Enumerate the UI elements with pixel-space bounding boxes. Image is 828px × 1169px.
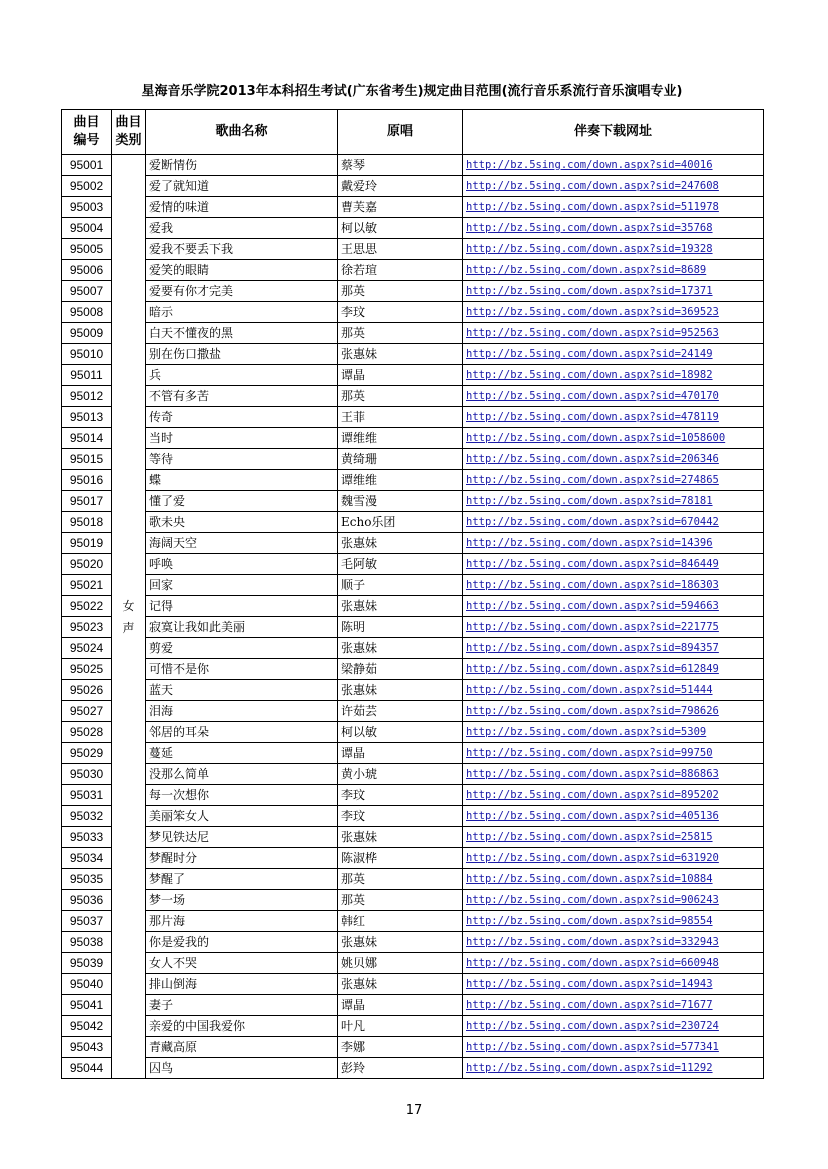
- download-url-cell: [463, 617, 764, 638]
- artist-cell: 毛阿敏: [338, 554, 463, 575]
- song-id-cell: 95043: [62, 1037, 112, 1058]
- download-link[interactable]: http://bz.5sing.com/down.aspx?sid=612849: [466, 663, 719, 675]
- download-link[interactable]: http://bz.5sing.com/down.aspx?sid=230724: [466, 1020, 719, 1032]
- page-title: 星海音乐学院2013年本科招生考试(广东省考生)规定曲目范围(流行音乐系流行音乐演唱专业): [141, 84, 683, 99]
- song-id-cell: 95017: [62, 491, 112, 512]
- download-url-cell: [463, 533, 764, 554]
- table-row: [62, 260, 764, 281]
- download-url-cell: [463, 827, 764, 848]
- song-name-cell: 传奇: [146, 407, 338, 428]
- table-row: [62, 470, 764, 491]
- artist-cell: 张惠妹: [338, 932, 463, 953]
- artist-cell: 那英: [338, 281, 463, 302]
- song-name-cell: 泪海: [146, 701, 338, 722]
- download-link[interactable]: http://bz.5sing.com/down.aspx?sid=405136: [466, 810, 719, 822]
- download-url-cell: [463, 1058, 764, 1079]
- download-link[interactable]: http://bz.5sing.com/down.aspx?sid=631920: [466, 852, 719, 864]
- table-row: [62, 344, 764, 365]
- download-url-cell: [463, 911, 764, 932]
- download-link[interactable]: http://bz.5sing.com/down.aspx?sid=98554: [466, 915, 713, 927]
- download-url-cell: [463, 491, 764, 512]
- artist-cell: 姚贝娜: [338, 953, 463, 974]
- song-name-cell: 爱断情伤: [146, 155, 338, 176]
- song-id-cell: 95013: [62, 407, 112, 428]
- download-url-cell: [463, 1037, 764, 1058]
- download-url-cell: [463, 806, 764, 827]
- artist-cell: 那英: [338, 386, 463, 407]
- artist-cell: 谭晶: [338, 365, 463, 386]
- download-url-cell: [463, 155, 764, 176]
- song-name-cell: 记得: [146, 596, 338, 617]
- song-id-cell: 95021: [62, 575, 112, 596]
- download-link[interactable]: http://bz.5sing.com/down.aspx?sid=40016: [466, 159, 713, 171]
- song-name-cell: 美丽笨女人: [146, 806, 338, 827]
- download-link[interactable]: http://bz.5sing.com/down.aspx?sid=11292: [466, 1062, 713, 1074]
- download-link[interactable]: http://bz.5sing.com/down.aspx?sid=17371: [466, 285, 713, 297]
- table-row: [62, 512, 764, 533]
- table-row: [62, 155, 764, 176]
- artist-cell: 李娜: [338, 1037, 463, 1058]
- song-id-cell: 95042: [62, 1016, 112, 1037]
- download-link[interactable]: http://bz.5sing.com/down.aspx?sid=35768: [466, 222, 713, 234]
- table-row: [62, 995, 764, 1016]
- download-url-cell: [463, 764, 764, 785]
- artist-cell: 黄小琥: [338, 764, 463, 785]
- artist-cell: 那英: [338, 869, 463, 890]
- artist-cell: 徐若瑄: [338, 260, 463, 281]
- artist-cell: 张惠妹: [338, 638, 463, 659]
- song-name-cell: 亲爱的中国我爱你: [146, 1016, 338, 1037]
- artist-cell: 王思思: [338, 239, 463, 260]
- artist-cell: 顺子: [338, 575, 463, 596]
- table-row: [62, 239, 764, 260]
- header-song-id: [62, 110, 112, 155]
- table-row: [62, 365, 764, 386]
- table-row: [62, 1016, 764, 1037]
- song-id-cell: 95023: [62, 617, 112, 638]
- song-name-cell: 梦一场: [146, 890, 338, 911]
- header-song-id-line2: 编号: [73, 133, 100, 148]
- download-link[interactable]: http://bz.5sing.com/down.aspx?sid=247608: [466, 180, 719, 192]
- download-url-cell: [463, 470, 764, 491]
- table-row: [62, 554, 764, 575]
- download-url-cell: [463, 680, 764, 701]
- download-link[interactable]: http://bz.5sing.com/down.aspx?sid=952563: [466, 327, 719, 339]
- song-name-cell: 爱了就知道: [146, 176, 338, 197]
- download-url-cell: [463, 659, 764, 680]
- download-url-cell: [463, 785, 764, 806]
- table-row: [62, 575, 764, 596]
- download-url-cell: [463, 575, 764, 596]
- song-id-cell: 95024: [62, 638, 112, 659]
- table-row: [62, 638, 764, 659]
- song-id-cell: 95004: [62, 218, 112, 239]
- song-name-cell: 每一次想你: [146, 785, 338, 806]
- song-id-cell: 95007: [62, 281, 112, 302]
- download-link[interactable]: http://bz.5sing.com/down.aspx?sid=332943: [466, 936, 719, 948]
- song-name-cell: 排山倒海: [146, 974, 338, 995]
- song-name-cell: 囚鸟: [146, 1058, 338, 1079]
- song-id-cell: 95015: [62, 449, 112, 470]
- category-cell: [112, 155, 146, 1079]
- artist-cell: 张惠妹: [338, 344, 463, 365]
- download-url-cell: [463, 1016, 764, 1037]
- artist-cell: 韩红: [338, 911, 463, 932]
- artist-cell: 彭羚: [338, 1058, 463, 1079]
- download-url-cell: [463, 281, 764, 302]
- table-row: [62, 302, 764, 323]
- header-song-name: 歌曲名称: [146, 110, 338, 155]
- song-id-cell: 95039: [62, 953, 112, 974]
- song-name-cell: 梦醒时分: [146, 848, 338, 869]
- table-row: [62, 428, 764, 449]
- artist-cell: 蔡琴: [338, 155, 463, 176]
- song-id-cell: 95025: [62, 659, 112, 680]
- table-row: [62, 176, 764, 197]
- download-url-cell: [463, 743, 764, 764]
- song-id-cell: 95034: [62, 848, 112, 869]
- artist-cell: 李玟: [338, 806, 463, 827]
- download-url-cell: [463, 722, 764, 743]
- download-link[interactable]: http://bz.5sing.com/down.aspx?sid=19328: [466, 243, 713, 255]
- song-id-cell: 95016: [62, 470, 112, 491]
- artist-cell: Echo乐团: [338, 512, 463, 533]
- table-header-row: [62, 110, 764, 155]
- artist-cell: 黄绮珊: [338, 449, 463, 470]
- download-url-cell: [463, 701, 764, 722]
- download-url-cell: [463, 302, 764, 323]
- page-number: 17: [405, 1103, 423, 1118]
- download-url-cell: [463, 176, 764, 197]
- table-row: [62, 890, 764, 911]
- download-url-cell: [463, 848, 764, 869]
- download-url-cell: [463, 995, 764, 1016]
- song-name-cell: 没那么简单: [146, 764, 338, 785]
- song-name-cell: 爱笑的眼睛: [146, 260, 338, 281]
- table-row: [62, 827, 764, 848]
- download-link[interactable]: http://bz.5sing.com/down.aspx?sid=895202: [466, 789, 719, 801]
- song-name-cell: 邻居的耳朵: [146, 722, 338, 743]
- song-id-cell: 95001: [62, 155, 112, 176]
- download-url-cell: [463, 638, 764, 659]
- song-name-cell: 蝶: [146, 470, 338, 491]
- song-id-cell: 95031: [62, 785, 112, 806]
- artist-cell: 谭晶: [338, 743, 463, 764]
- song-id-cell: 95040: [62, 974, 112, 995]
- artist-cell: 李玟: [338, 785, 463, 806]
- song-name-cell: 兵: [146, 365, 338, 386]
- song-name-cell: 懂了爱: [146, 491, 338, 512]
- song-id-cell: 95028: [62, 722, 112, 743]
- song-id-cell: 95029: [62, 743, 112, 764]
- table-row: [62, 323, 764, 344]
- song-id-cell: 95044: [62, 1058, 112, 1079]
- artist-cell: 谭维维: [338, 428, 463, 449]
- song-name-cell: 爱我不要丢下我: [146, 239, 338, 260]
- table-row: [62, 806, 764, 827]
- download-link[interactable]: http://bz.5sing.com/down.aspx?sid=369523: [466, 306, 719, 318]
- download-url-cell: [463, 449, 764, 470]
- table-row: [62, 449, 764, 470]
- artist-cell: 王菲: [338, 407, 463, 428]
- download-link[interactable]: http://bz.5sing.com/down.aspx?sid=71677: [466, 999, 713, 1011]
- download-link[interactable]: http://bz.5sing.com/down.aspx?sid=24149: [466, 348, 713, 360]
- download-url-cell: [463, 323, 764, 344]
- song-name-cell: 可惜不是你: [146, 659, 338, 680]
- song-table: [61, 109, 764, 1079]
- artist-cell: 张惠妹: [338, 974, 463, 995]
- artist-cell: 张惠妹: [338, 827, 463, 848]
- table-row: [62, 386, 764, 407]
- song-name-cell: 别在伤口撒盐: [146, 344, 338, 365]
- song-id-cell: 95027: [62, 701, 112, 722]
- header-category-line1: 曲目: [115, 115, 142, 130]
- song-id-cell: 95009: [62, 323, 112, 344]
- download-link[interactable]: http://bz.5sing.com/down.aspx?sid=274865: [466, 474, 719, 486]
- download-url-cell: [463, 218, 764, 239]
- artist-cell: 梁静茹: [338, 659, 463, 680]
- song-name-cell: 等待: [146, 449, 338, 470]
- download-link[interactable]: http://bz.5sing.com/down.aspx?sid=894357: [466, 642, 719, 654]
- header-artist: 原唱: [338, 110, 463, 155]
- song-name-cell: 女人不哭: [146, 953, 338, 974]
- download-url-cell: [463, 260, 764, 281]
- download-link[interactable]: http://bz.5sing.com/down.aspx?sid=577341: [466, 1041, 719, 1053]
- artist-cell: 那英: [338, 323, 463, 344]
- table-row: [62, 911, 764, 932]
- song-id-cell: 95003: [62, 197, 112, 218]
- table-row: [62, 617, 764, 638]
- header-url: 伴奏下载网址: [463, 110, 764, 155]
- artist-cell: 谭维维: [338, 470, 463, 491]
- song-id-cell: 95033: [62, 827, 112, 848]
- artist-cell: 张惠妹: [338, 596, 463, 617]
- download-link[interactable]: http://bz.5sing.com/down.aspx?sid=186303: [466, 579, 719, 591]
- download-link[interactable]: http://bz.5sing.com/down.aspx?sid=14396: [466, 537, 713, 549]
- song-id-cell: 95014: [62, 428, 112, 449]
- download-link[interactable]: http://bz.5sing.com/down.aspx?sid=51444: [466, 684, 713, 696]
- download-url-cell: [463, 407, 764, 428]
- artist-cell: 魏雪漫: [338, 491, 463, 512]
- song-name-cell: 你是爱我的: [146, 932, 338, 953]
- song-id-cell: 95035: [62, 869, 112, 890]
- download-link[interactable]: http://bz.5sing.com/down.aspx?sid=594663: [466, 600, 719, 612]
- song-name-cell: 爱我: [146, 218, 338, 239]
- song-id-cell: 95019: [62, 533, 112, 554]
- song-id-cell: 95002: [62, 176, 112, 197]
- song-id-cell: 95008: [62, 302, 112, 323]
- song-id-cell: 95006: [62, 260, 112, 281]
- download-url-cell: [463, 365, 764, 386]
- song-id-cell: 95041: [62, 995, 112, 1016]
- download-link[interactable]: http://bz.5sing.com/down.aspx?sid=660948: [466, 957, 719, 969]
- download-url-cell: [463, 554, 764, 575]
- download-url-cell: [463, 596, 764, 617]
- artist-cell: 李玟: [338, 302, 463, 323]
- download-url-cell: [463, 953, 764, 974]
- artist-cell: 叶凡: [338, 1016, 463, 1037]
- download-link[interactable]: http://bz.5sing.com/down.aspx?sid=5309: [466, 726, 707, 738]
- category-label-line1: 女: [122, 598, 135, 613]
- table-row: [62, 533, 764, 554]
- table-row: [62, 848, 764, 869]
- song-id-cell: 95030: [62, 764, 112, 785]
- download-url-cell: [463, 869, 764, 890]
- table-row: [62, 953, 764, 974]
- artist-cell: 柯以敏: [338, 722, 463, 743]
- song-id-cell: 95010: [62, 344, 112, 365]
- song-id-cell: 95022: [62, 596, 112, 617]
- download-link[interactable]: http://bz.5sing.com/down.aspx?sid=206346: [466, 453, 719, 465]
- table-body: [62, 155, 764, 1079]
- song-name-cell: 梦见铁达尼: [146, 827, 338, 848]
- download-link[interactable]: http://bz.5sing.com/down.aspx?sid=25815: [466, 831, 713, 843]
- song-id-cell: 95011: [62, 365, 112, 386]
- download-url-cell: [463, 512, 764, 533]
- table-row: [62, 197, 764, 218]
- table-row: [62, 659, 764, 680]
- song-name-cell: 暗示: [146, 302, 338, 323]
- song-id-cell: 95038: [62, 932, 112, 953]
- download-link[interactable]: http://bz.5sing.com/down.aspx?sid=511978: [466, 201, 719, 213]
- artist-cell: 张惠妹: [338, 533, 463, 554]
- song-name-cell: 歌未央: [146, 512, 338, 533]
- download-link[interactable]: http://bz.5sing.com/down.aspx?sid=10884: [466, 873, 713, 885]
- song-id-cell: 95037: [62, 911, 112, 932]
- song-name-cell: 妻子: [146, 995, 338, 1016]
- song-name-cell: 寂寞让我如此美丽: [146, 617, 338, 638]
- song-name-cell: 当时: [146, 428, 338, 449]
- download-link[interactable]: http://bz.5sing.com/down.aspx?sid=8689: [466, 264, 707, 276]
- header-category-line2: 类别: [115, 133, 142, 148]
- download-url-cell: [463, 197, 764, 218]
- table-row: [62, 974, 764, 995]
- download-link[interactable]: http://bz.5sing.com/down.aspx?sid=886863: [466, 768, 719, 780]
- table-row: [62, 1037, 764, 1058]
- table-row: [62, 491, 764, 512]
- table-row: [62, 596, 764, 617]
- table-row: [62, 722, 764, 743]
- table-row: [62, 1058, 764, 1079]
- download-link[interactable]: http://bz.5sing.com/down.aspx?sid=478119: [466, 411, 719, 423]
- table-row: [62, 281, 764, 302]
- table-row: [62, 701, 764, 722]
- table-row: [62, 764, 764, 785]
- download-url-cell: [463, 974, 764, 995]
- table-row: [62, 218, 764, 239]
- song-id-cell: 95026: [62, 680, 112, 701]
- download-link[interactable]: http://bz.5sing.com/down.aspx?sid=470170: [466, 390, 719, 402]
- download-link[interactable]: http://bz.5sing.com/down.aspx?sid=846449: [466, 558, 719, 570]
- song-name-cell: 爱情的味道: [146, 197, 338, 218]
- category-label-line2: 声: [122, 620, 135, 635]
- download-link[interactable]: http://bz.5sing.com/down.aspx?sid=798626: [466, 705, 719, 717]
- song-id-cell: 95005: [62, 239, 112, 260]
- artist-cell: 许茹芸: [338, 701, 463, 722]
- download-link[interactable]: http://bz.5sing.com/down.aspx?sid=221775: [466, 621, 719, 633]
- table-row: [62, 407, 764, 428]
- download-url-cell: [463, 932, 764, 953]
- song-name-cell: 不管有多苦: [146, 386, 338, 407]
- song-id-cell: 95012: [62, 386, 112, 407]
- header-category: [112, 110, 146, 155]
- download-link[interactable]: http://bz.5sing.com/down.aspx?sid=1058600: [466, 432, 726, 444]
- song-name-cell: 白天不懂夜的黑: [146, 323, 338, 344]
- song-name-cell: 剪爱: [146, 638, 338, 659]
- download-link[interactable]: http://bz.5sing.com/down.aspx?sid=18982: [466, 369, 713, 381]
- download-link[interactable]: http://bz.5sing.com/down.aspx?sid=99750: [466, 747, 713, 759]
- song-name-cell: 呼唤: [146, 554, 338, 575]
- table-row: [62, 932, 764, 953]
- artist-cell: 那英: [338, 890, 463, 911]
- song-id-cell: 95036: [62, 890, 112, 911]
- download-link[interactable]: http://bz.5sing.com/down.aspx?sid=78181: [466, 495, 713, 507]
- artist-cell: 陈淑桦: [338, 848, 463, 869]
- download-url-cell: [463, 428, 764, 449]
- artist-cell: 曹芙嘉: [338, 197, 463, 218]
- table-row: [62, 680, 764, 701]
- download-url-cell: [463, 344, 764, 365]
- table-row: [62, 785, 764, 806]
- artist-cell: 戴爱玲: [338, 176, 463, 197]
- song-name-cell: 那片海: [146, 911, 338, 932]
- artist-cell: 柯以敏: [338, 218, 463, 239]
- song-id-cell: 95020: [62, 554, 112, 575]
- header-song-id-line1: 曲目: [73, 115, 100, 130]
- artist-cell: 陈明: [338, 617, 463, 638]
- song-id-cell: 95018: [62, 512, 112, 533]
- download-link[interactable]: http://bz.5sing.com/down.aspx?sid=14943: [466, 978, 713, 990]
- download-link[interactable]: http://bz.5sing.com/down.aspx?sid=906243: [466, 894, 719, 906]
- song-name-cell: 梦醒了: [146, 869, 338, 890]
- song-name-cell: 青藏高原: [146, 1037, 338, 1058]
- artist-cell: 张惠妹: [338, 680, 463, 701]
- song-name-cell: 回家: [146, 575, 338, 596]
- song-id-cell: 95032: [62, 806, 112, 827]
- artist-cell: 谭晶: [338, 995, 463, 1016]
- song-name-cell: 爱要有你才完美: [146, 281, 338, 302]
- song-name-cell: 蔓延: [146, 743, 338, 764]
- table-row: [62, 869, 764, 890]
- download-url-cell: [463, 890, 764, 911]
- download-url-cell: [463, 386, 764, 407]
- download-url-cell: [463, 239, 764, 260]
- download-link[interactable]: http://bz.5sing.com/down.aspx?sid=670442: [466, 516, 719, 528]
- table-row: [62, 743, 764, 764]
- song-name-cell: 海阔天空: [146, 533, 338, 554]
- song-name-cell: 蓝天: [146, 680, 338, 701]
